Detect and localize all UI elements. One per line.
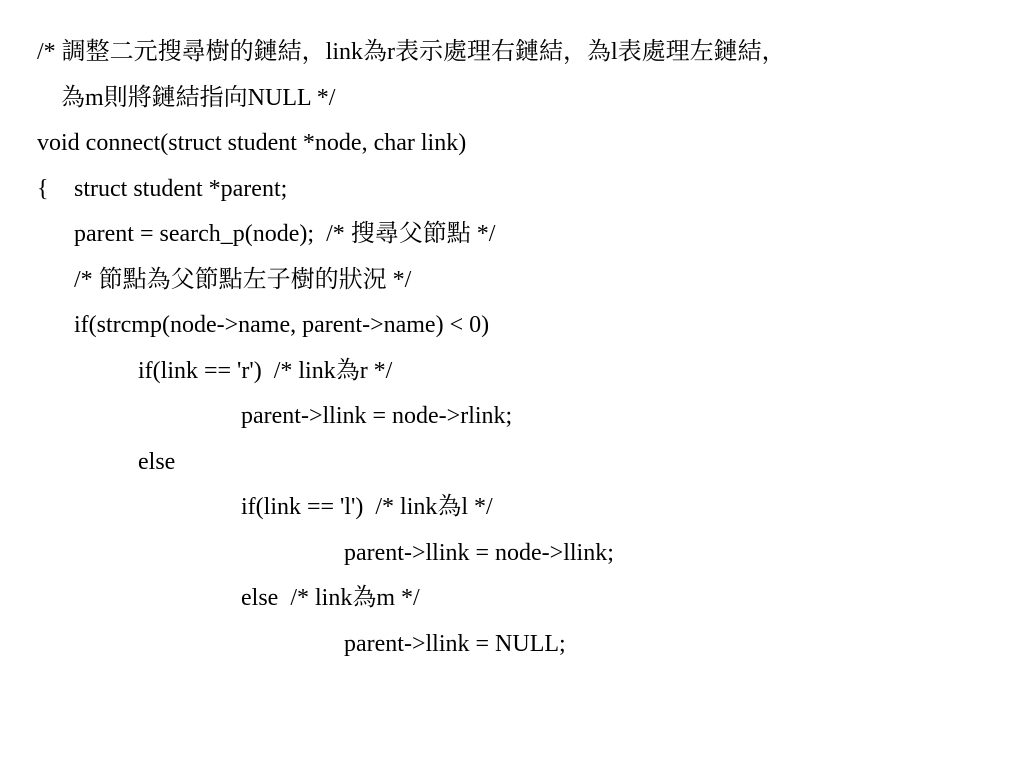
code-comment-line: /* 節點為父節點左子樹的狀況 */ xyxy=(74,266,412,293)
code-line-with-brace xyxy=(37,167,1017,213)
code-line: parent = search_p(node); /* 搜尋父節點 */ xyxy=(74,221,496,247)
function-signature: void connect(struct student *node, char link) xyxy=(37,130,467,156)
code-line: else xyxy=(138,448,176,475)
code-line: if(link == 'r') /* link為r */ xyxy=(138,357,393,384)
code-listing xyxy=(37,30,1017,667)
code-line: if(link == 'l') /* link為l */ xyxy=(241,494,493,520)
code-line: parent->llink = node->llink; xyxy=(344,539,614,566)
code-line: parent->llink = node->rlink; xyxy=(241,403,513,429)
code-comment-line: /* 調整二元搜尋樹的鏈結，link為r表示處理右鏈結，為l表處理左鏈結， xyxy=(37,39,786,65)
code-line: parent->llink = NULL; xyxy=(344,630,566,657)
declaration-statement: struct student *parent; xyxy=(74,175,288,202)
code-comment-continuation: 為m則將鏈結指向NULL */ xyxy=(61,84,336,111)
open-brace: { xyxy=(37,175,49,202)
code-line: if(strcmp(node->name, parent->name) < 0) xyxy=(74,312,490,338)
code-line: else /* link為m */ xyxy=(241,585,420,611)
